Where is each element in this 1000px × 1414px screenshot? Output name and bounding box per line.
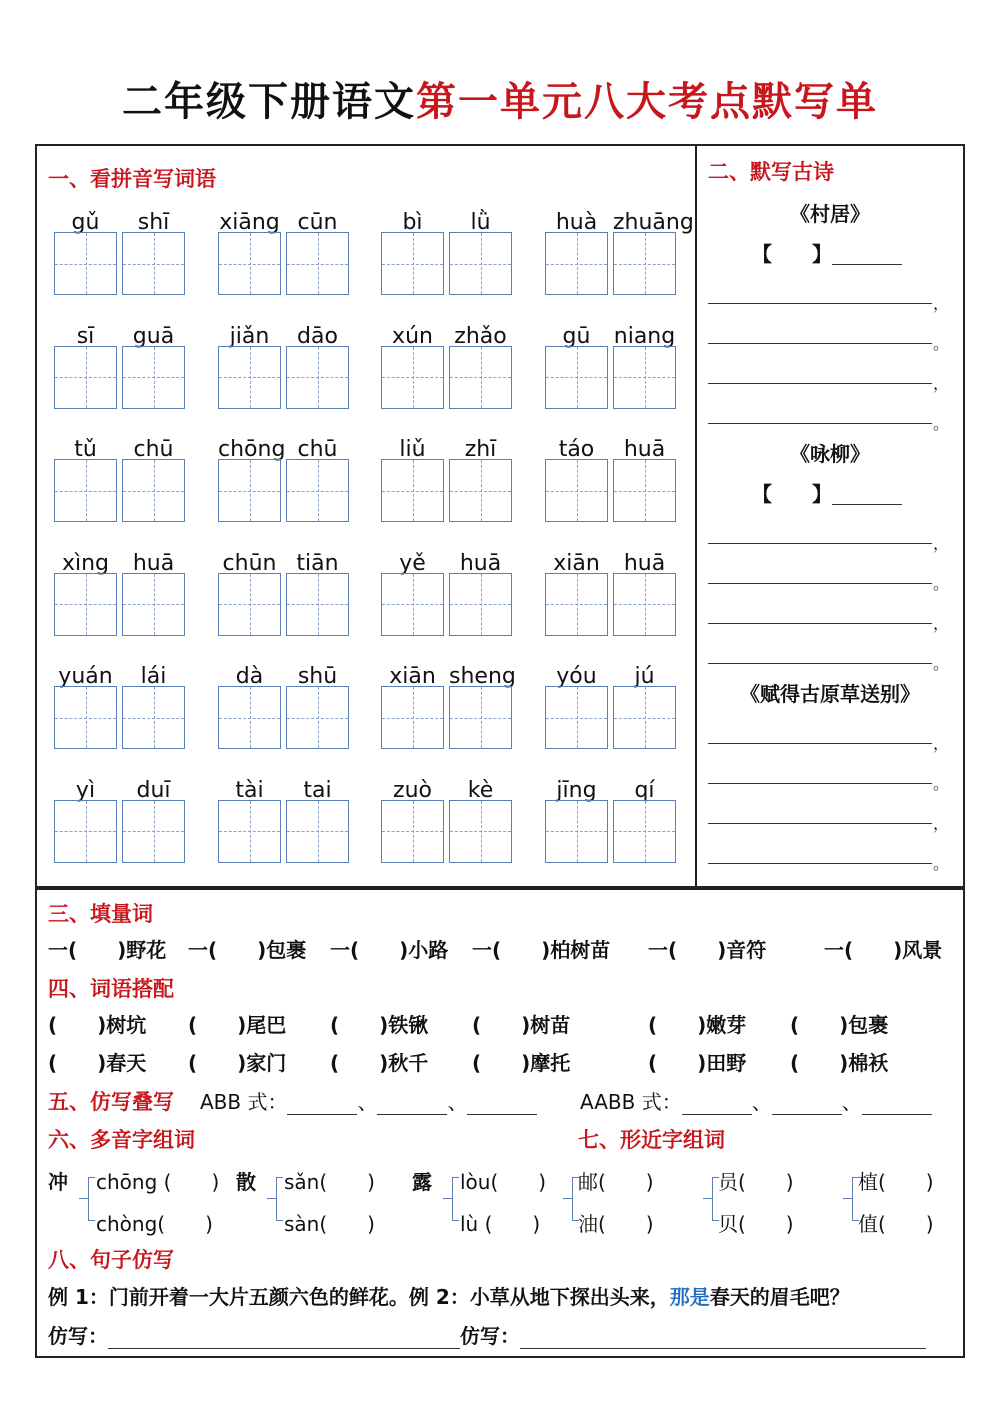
polyphone-reading[interactable]: lòu( ) xyxy=(460,1170,547,1194)
poem-line[interactable] xyxy=(708,303,932,304)
match-item[interactable]: ( )田野 xyxy=(648,1051,747,1075)
pinyin-label: yuán xyxy=(58,664,113,689)
writing-box[interactable] xyxy=(381,573,444,636)
pinyin-label: tiān xyxy=(296,550,339,576)
writing-box[interactable] xyxy=(54,346,117,409)
writing-box[interactable] xyxy=(613,459,676,522)
punctuation: ， xyxy=(933,614,950,633)
polyphone-reading[interactable]: chōng ( ) xyxy=(96,1170,220,1194)
poem-title: 《咏柳》 xyxy=(790,442,870,466)
polyphone-reading[interactable]: sàn( ) xyxy=(284,1212,375,1236)
punctuation: 。 xyxy=(933,654,950,673)
poem-line[interactable] xyxy=(708,543,932,544)
writing-box[interactable] xyxy=(122,232,185,295)
writing-box[interactable] xyxy=(449,346,512,409)
poem-line[interactable] xyxy=(708,583,932,584)
writing-box[interactable] xyxy=(122,459,185,522)
writing-box[interactable] xyxy=(381,346,444,409)
pinyin-label: chū xyxy=(133,437,174,462)
sep: 、 xyxy=(447,1090,468,1114)
writing-box[interactable] xyxy=(218,459,281,522)
pinyin-label: chōng xyxy=(218,437,286,462)
writing-box[interactable] xyxy=(545,686,608,749)
writing-box[interactable] xyxy=(545,800,608,863)
match-item[interactable]: ( )春天 xyxy=(48,1051,147,1075)
example-2-highlight: 那是 xyxy=(669,1285,710,1309)
writing-box[interactable] xyxy=(54,800,117,863)
writing-box[interactable] xyxy=(613,573,676,636)
poem-author[interactable]: 【 】 xyxy=(752,482,832,506)
similar-char-item[interactable]: 邮( ) xyxy=(578,1170,654,1194)
writing-box[interactable] xyxy=(54,232,117,295)
poem-line[interactable] xyxy=(708,863,932,864)
title-black: 二年级下册语文 xyxy=(122,78,416,125)
polyphone-reading[interactable]: sǎn( ) xyxy=(284,1170,375,1194)
pinyin-label: xún xyxy=(392,323,433,349)
example-2-end: 春天的眉毛吧？ xyxy=(709,1285,850,1309)
polyphone-char: 冲 xyxy=(48,1170,68,1194)
sep: 、 xyxy=(751,1090,772,1114)
pinyin-label: kè xyxy=(467,777,494,803)
poem-line[interactable] xyxy=(708,423,932,424)
writing-box[interactable] xyxy=(218,232,281,295)
pinyin-label: sī xyxy=(76,323,95,349)
match-item[interactable]: ( )秋千 xyxy=(330,1051,429,1075)
column-divider xyxy=(695,145,697,887)
pinyin-label: tǔ xyxy=(74,437,97,462)
punctuation: ， xyxy=(933,734,950,753)
section7-heading: 七、形近字组词 xyxy=(578,1127,725,1152)
pinyin-label: zhī xyxy=(464,437,497,462)
pinyin-label: zhǎo xyxy=(454,323,507,349)
punctuation: ， xyxy=(933,534,950,553)
writing-box[interactable] xyxy=(449,232,512,295)
pinyin-label: guā xyxy=(132,323,175,349)
title-red: 第一单元八大考点默写单 xyxy=(416,78,878,125)
similar-char-item[interactable]: 植( ) xyxy=(858,1170,934,1194)
match-item[interactable]: ( )棉袄 xyxy=(790,1051,889,1075)
pinyin-label: niang xyxy=(613,323,676,349)
writing-box[interactable] xyxy=(286,232,349,295)
writing-box[interactable] xyxy=(381,232,444,295)
match-item[interactable]: ( )包裹 xyxy=(790,1013,889,1037)
pinyin-label: dà xyxy=(235,664,264,689)
imitate-label: 仿写： xyxy=(460,1324,520,1348)
pinyin-label: huā xyxy=(132,550,175,576)
polyphone-reading[interactable]: lù ( ) xyxy=(460,1212,541,1236)
pinyin-label: yì xyxy=(75,777,96,803)
pinyin-label: lǜ xyxy=(470,210,491,235)
pinyin-label: cūn xyxy=(297,210,338,235)
section3-heading: 三、填量词 xyxy=(48,901,153,926)
pinyin-label: qí xyxy=(634,777,655,803)
punctuation: 。 xyxy=(933,414,950,433)
writing-box[interactable] xyxy=(613,346,676,409)
pinyin-label: gū xyxy=(562,323,591,349)
writing-box[interactable] xyxy=(218,686,281,749)
pinyin-label: lái xyxy=(140,664,167,689)
similar-char-item[interactable]: 贝( ) xyxy=(718,1212,794,1236)
pinyin-label: tai xyxy=(303,777,332,803)
poem-title: 《村居》 xyxy=(790,202,870,226)
section5-heading: 五、仿写叠写 xyxy=(48,1089,174,1114)
pinyin-label: xiān xyxy=(389,664,436,689)
writing-box[interactable] xyxy=(218,573,281,636)
measure-word-item[interactable]: 一( )野花 xyxy=(48,938,167,962)
abb-label: ABB 式： xyxy=(200,1090,288,1114)
punctuation: 。 xyxy=(933,774,950,793)
pinyin-label: xiān xyxy=(553,550,600,576)
poem-line[interactable] xyxy=(708,823,932,824)
poem-line[interactable] xyxy=(708,663,932,664)
pinyin-label: yóu xyxy=(556,664,597,689)
poem-line[interactable] xyxy=(708,623,932,624)
pinyin-label: bì xyxy=(402,210,423,235)
pinyin-label: sheng xyxy=(449,664,516,689)
writing-box[interactable] xyxy=(381,459,444,522)
writing-box[interactable] xyxy=(122,346,185,409)
punctuation: ， xyxy=(933,294,950,313)
pinyin-label: tài xyxy=(235,777,264,803)
match-item[interactable]: ( )尾巴 xyxy=(188,1013,287,1037)
brace-icon xyxy=(452,1177,459,1221)
aabb-label: AABB 式： xyxy=(580,1090,682,1114)
pinyin-label: huā xyxy=(623,550,666,576)
writing-box[interactable] xyxy=(286,459,349,522)
writing-box[interactable] xyxy=(449,573,512,636)
poem-line[interactable] xyxy=(708,383,932,384)
imitate-label: 仿写： xyxy=(48,1324,108,1348)
pinyin-label: jiǎn xyxy=(229,323,270,349)
pinyin-label: liǔ xyxy=(399,437,426,462)
poem-title: 《赋得古原草送别》 xyxy=(740,682,920,706)
pinyin-label: xiāng xyxy=(219,210,280,235)
measure-word-item[interactable]: 一( )柏树苗 xyxy=(472,938,611,962)
poem-line[interactable] xyxy=(708,343,932,344)
writing-box[interactable] xyxy=(286,346,349,409)
match-item[interactable]: ( )家门 xyxy=(188,1051,287,1075)
writing-box[interactable] xyxy=(286,686,349,749)
pinyin-label: jīng xyxy=(556,777,597,803)
pinyin-label: yě xyxy=(399,550,426,576)
example-sentences xyxy=(48,1281,850,1310)
pinyin-label: táo xyxy=(558,437,595,462)
similar-char-item[interactable]: 油( ) xyxy=(578,1212,654,1236)
writing-box[interactable] xyxy=(122,573,185,636)
pinyin-label: shū xyxy=(297,664,338,689)
writing-box[interactable] xyxy=(545,232,608,295)
writing-box[interactable] xyxy=(381,686,444,749)
writing-box[interactable] xyxy=(545,346,608,409)
punctuation: 。 xyxy=(933,574,950,593)
abb-line[interactable] xyxy=(200,1086,537,1115)
writing-box[interactable] xyxy=(286,573,349,636)
author-line[interactable] xyxy=(832,504,902,505)
example-1: 例 1：门前开着一大片五颜六色的鲜花。 xyxy=(48,1285,409,1309)
aabb-line[interactable] xyxy=(580,1086,932,1115)
pinyin-label: chūn xyxy=(222,550,277,576)
pinyin-label: duī xyxy=(136,777,171,803)
punctuation: 。 xyxy=(933,854,950,873)
writing-box[interactable] xyxy=(122,686,185,749)
author-line[interactable] xyxy=(832,264,902,265)
writing-box[interactable] xyxy=(545,573,608,636)
match-item[interactable]: ( )摩托 xyxy=(472,1051,571,1075)
polyphone-reading[interactable]: chòng( ) xyxy=(96,1212,213,1236)
pinyin-label: shī xyxy=(137,210,170,235)
pinyin-label: huà xyxy=(555,210,598,235)
pinyin-label: jú xyxy=(634,664,655,689)
imitate-1[interactable] xyxy=(48,1320,926,1349)
writing-box[interactable] xyxy=(449,686,512,749)
brace-icon xyxy=(88,1177,95,1221)
sep: 、 xyxy=(357,1090,378,1114)
section6-heading: 六、多音字组词 xyxy=(48,1127,195,1152)
writing-box[interactable] xyxy=(545,459,608,522)
pinyin-label: chū xyxy=(297,437,338,462)
writing-box[interactable] xyxy=(54,459,117,522)
punctuation: ， xyxy=(933,374,950,393)
pinyin-label: xìng xyxy=(61,550,110,576)
section8-heading: 八、句子仿写 xyxy=(48,1247,174,1272)
poem-author[interactable]: 【 】 xyxy=(752,242,832,266)
writing-box[interactable] xyxy=(381,800,444,863)
pinyin-label: huā xyxy=(623,437,666,462)
measure-word-item[interactable]: 一( )包裹 xyxy=(188,938,307,962)
writing-box[interactable] xyxy=(449,800,512,863)
measure-word-item[interactable]: 一( )风景 xyxy=(824,938,943,962)
similar-char-item[interactable]: 员( ) xyxy=(718,1170,794,1194)
similar-char-item[interactable]: 值( ) xyxy=(858,1212,934,1236)
match-item[interactable]: ( )树苗 xyxy=(472,1013,571,1037)
writing-box[interactable] xyxy=(218,800,281,863)
writing-box[interactable] xyxy=(54,686,117,749)
section2-heading: 二、默写古诗 xyxy=(708,159,834,184)
pinyin-label: zhuāng xyxy=(613,210,694,235)
writing-box[interactable] xyxy=(613,232,676,295)
section1-heading: 一、看拼音写词语 xyxy=(48,166,216,191)
pinyin-label: dāo xyxy=(297,323,338,349)
match-item[interactable]: ( )嫩芽 xyxy=(648,1013,747,1037)
sep: 、 xyxy=(841,1090,862,1114)
match-item[interactable]: ( )铁锹 xyxy=(330,1013,429,1037)
writing-box[interactable] xyxy=(54,573,117,636)
example-2: 例 2：小草从地下探出头来， xyxy=(408,1285,670,1309)
writing-box[interactable] xyxy=(449,459,512,522)
writing-box[interactable] xyxy=(286,800,349,863)
page-title xyxy=(0,70,1000,127)
polyphone-char: 露 xyxy=(412,1170,432,1194)
section4-heading: 四、词语搭配 xyxy=(48,976,174,1001)
measure-word-item[interactable]: 一( )音符 xyxy=(648,938,767,962)
writing-box[interactable] xyxy=(218,346,281,409)
measure-word-item[interactable]: 一( )小路 xyxy=(330,938,449,962)
punctuation: ， xyxy=(933,814,950,833)
writing-box[interactable] xyxy=(122,800,185,863)
punctuation: 。 xyxy=(933,334,950,353)
poem-line[interactable] xyxy=(708,783,932,784)
pinyin-label: huā xyxy=(459,550,502,576)
polyphone-char: 散 xyxy=(236,1170,256,1194)
poem-line[interactable] xyxy=(708,743,932,744)
pinyin-label: gǔ xyxy=(71,210,100,235)
pinyin-label: zuò xyxy=(393,777,432,803)
writing-box[interactable] xyxy=(613,686,676,749)
match-item[interactable]: ( )树坑 xyxy=(48,1013,147,1037)
brace-icon xyxy=(276,1177,283,1221)
writing-box[interactable] xyxy=(613,800,676,863)
